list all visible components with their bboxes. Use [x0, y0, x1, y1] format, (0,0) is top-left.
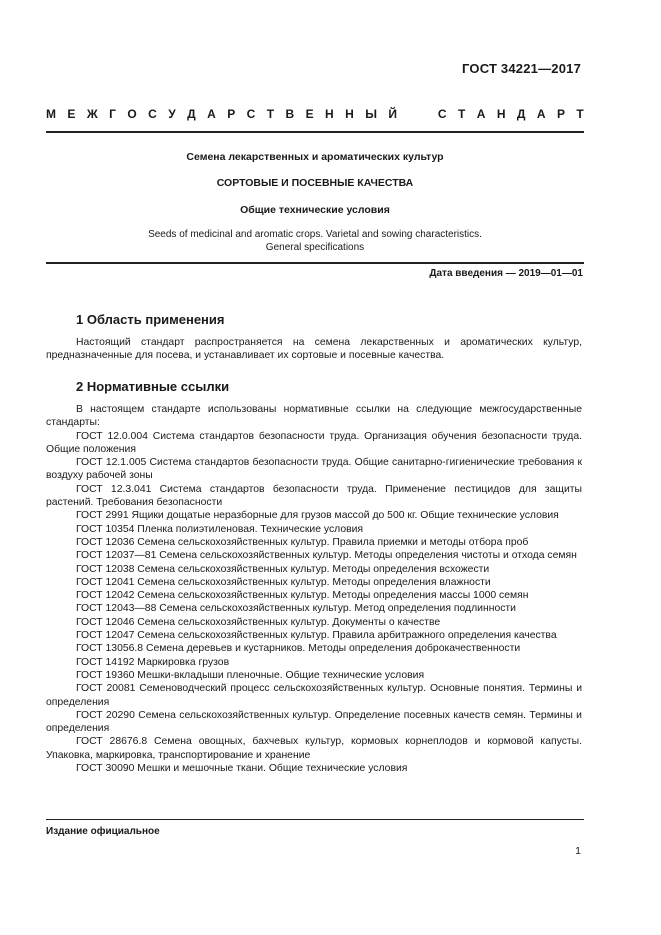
section2-heading: 2 Нормативные ссылки [76, 379, 230, 394]
reference-item: ГОСТ 28676.8 Семена овощных, бахчевых культур, кормовых корнеплодов и кормовой капусты. Упаковка, маркировка, транспортирование и хранение [46, 736, 582, 761]
reference-item: ГОСТ 12036 Семена сельскохозяйственных культур. Правила приемки и методы отбора проб [76, 536, 529, 548]
banner-letter [408, 107, 426, 121]
banner-letter: А [536, 107, 546, 121]
introduction-date: Дата введения — 2019—01—01 [429, 268, 583, 279]
banner-letter: О [127, 107, 137, 121]
reference-item: ГОСТ 12038 Семена сельскохозяйственных культур. Методы определения всхожести [76, 563, 490, 575]
section1-heading: 1 Область применения [76, 312, 225, 327]
banner-rule [46, 131, 584, 133]
reference-item: ГОСТ 12042 Семена сельскохозяйственных культур. Методы определения массы 1000 семян [76, 590, 529, 602]
footer-rule [46, 819, 584, 820]
banner-letter: Н [496, 107, 506, 121]
section1-paragraph: Настоящий стандарт распространяется на семена лекарственных и ароматических культур, предназначенные для посева, и устанавливает их сортовые и посевные качества. [46, 337, 582, 362]
title-main: СОРТОВЫЕ И ПОСЕВНЫЕ КАЧЕСТВА [216, 177, 414, 189]
banner-letter: Н [325, 107, 334, 121]
section2-body [46, 403, 582, 775]
banner-letter: М [46, 107, 56, 121]
page-number: 1 [575, 845, 581, 857]
title-english [46, 229, 584, 254]
section1-body [46, 336, 582, 363]
banner-letter: У [168, 107, 176, 121]
reference-item: ГОСТ 20081 Семеноводческий процесс сельскохозяйственных культур. Основные понятия. Термины и определения [46, 683, 582, 708]
banner-letter: А [207, 107, 216, 121]
reference-item: ГОСТ 19360 Мешки-вкладыши пленочные. Общие технические условия [76, 669, 425, 681]
section2-intro: В настоящем стандарте использованы нормативные ссылки на следующие межгосударственные стандарты: [46, 404, 582, 429]
title-english-line1: Seeds of medicinal and aromatic crops. Varietal and sowing characteristics. [148, 229, 482, 240]
reference-item: ГОСТ 20290 Семена сельскохозяйственных культур. Определение посевных качеств семян. Термины и определения [46, 709, 582, 735]
banner-letter: Ы [365, 107, 377, 121]
banner-letter: Т [266, 107, 275, 121]
banner-letter: Й [388, 107, 398, 121]
banner-letter: С [437, 107, 447, 121]
banner-letter: С [148, 107, 157, 121]
banner-letter: Р [556, 107, 565, 121]
reference-item: ГОСТ 13056.8 Семена деревьев и кустарников. Методы определения доброкачественности [76, 643, 521, 655]
reference-item: ГОСТ 2991 Ящики дощатые неразборные для грузов массой до 500 кг. Общие технические условия [76, 510, 559, 522]
banner-letter: Г [109, 107, 116, 121]
banner-letter: Д [516, 107, 526, 121]
standard-code: ГОСТ 34221—2017 [462, 61, 581, 76]
reference-item: ГОСТ 12.3.041 Система стандартов безопасности труда. Применение пестицидов для защиты растений. Требования безопасности [46, 483, 582, 509]
reference-item: ГОСТ 14192 Маркировка грузов [76, 656, 230, 668]
banner-letter: Д [187, 107, 196, 121]
banner-letter: В [285, 107, 295, 121]
banner-letter: Т [457, 107, 466, 121]
title-subject: Семена лекарственных и ароматических культур [186, 151, 444, 163]
reference-item: ГОСТ 30090 Мешки и мешочные ткани. Общие технические условия [76, 763, 408, 775]
title-sub: Общие технические условия [240, 204, 390, 216]
banner-letter: Е [305, 107, 314, 121]
official-edition-label: Издание официальное [46, 826, 160, 837]
title-rule [46, 262, 584, 264]
banner-letter: Р [227, 107, 236, 121]
title-english-line2: General specifications [265, 241, 365, 253]
reference-item: ГОСТ 12037—81 Семена сельскохозяйственных культур. Методы определения чистоты и отхода семян [76, 550, 577, 562]
reference-item: ГОСТ 12.1.005 Система стандартов безопасности труда. Общие санитарно-гигиенические требования к воздуху рабочей зоны [46, 457, 582, 482]
reference-item: ГОСТ 12046 Семена сельскохозяйственных культур. Документы о качестве [76, 616, 441, 628]
banner-letter: С [246, 107, 256, 121]
reference-item: ГОСТ 12043—88 Семена сельскохозяйственных культур. Метод определения подлинности [76, 603, 516, 615]
reference-item: ГОСТ 12041 Семена сельскохозяйственных культур. Методы определения влажности [76, 576, 491, 588]
banner-letter: Е [67, 107, 76, 121]
reference-item: ГОСТ 12.0.004 Система стандартов безопасности труда. Организация обучения безопасности труда. Общие положения [46, 430, 582, 455]
banner-letter: Н [345, 107, 354, 121]
banner-letter: А [476, 107, 486, 121]
interstate-standard-banner [46, 107, 584, 121]
banner-letter: Ж [86, 107, 98, 121]
banner-letter: Т [576, 107, 584, 121]
reference-item: ГОСТ 12047 Семена сельскохозяйственных культур. Правила арбитражного определения качества [76, 630, 557, 642]
reference-item: ГОСТ 10354 Пленка полиэтиленовая. Технические условия [76, 523, 364, 535]
